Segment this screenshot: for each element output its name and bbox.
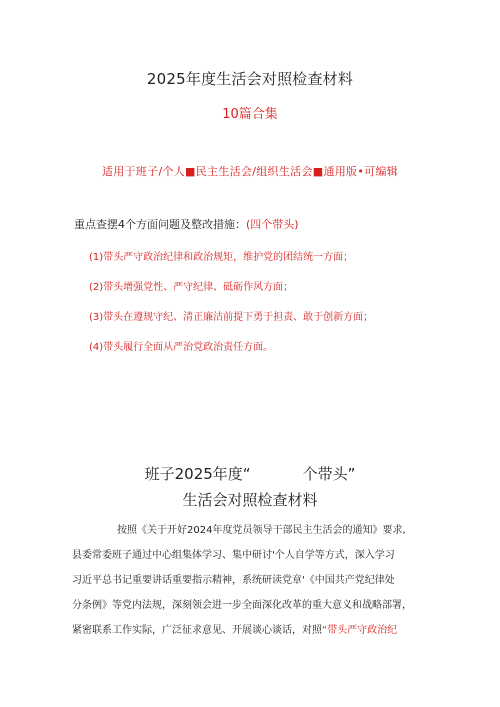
applicable-note: 适用于班子/个人■民主生活会/组织生活会■通用版•可编辑	[101, 165, 399, 178]
section-title	[0, 463, 500, 484]
key-points-prefix: 重点查摆4个方面问题及整改措施：	[74, 218, 246, 231]
key-point-item: (4)带头履行全面从严治党政治责任方面。	[89, 342, 274, 353]
paragraph-line: 分条例》等党内法规，深刻领会进一步全面深化改革的重大意义和战略部署，	[72, 600, 412, 611]
collection-label: 10篇合集	[222, 107, 278, 122]
paragraph-red-fragment: “带头严守政治纪	[322, 625, 398, 636]
paragraph-line: 按照《关于开好2024年度党员领导干部民主生活会的通知》要求,	[117, 525, 406, 536]
key-point-item: (2)带头增强党性、严守纪律、砥砺作风方面；	[89, 282, 294, 293]
key-points-heading	[74, 216, 299, 232]
key-point-item: (3)带头在遵规守纪、清正廉洁前提下勇于担责、敢于创新方面；	[89, 312, 374, 323]
paragraph-line: 习近平总书记重要讲话重要指示精神，系统研读党章'《中国共产党纪律处	[72, 575, 395, 586]
key-point-item: (1)带头严守政治纪律和政治规矩，维护党的团结统一方面；	[89, 252, 354, 263]
paragraph-line: 紧密联系工作实际，广泛征求意见、开展谈心谈话，对照“带头严守政治纪	[72, 625, 398, 636]
paragraph-line: 县委常委班子通过中心组集体学习、集中研讨'个人自学等方式，深入学习	[72, 550, 395, 561]
section-subtitle: 生活会对照检查材料	[182, 491, 318, 509]
key-points-suffix: (四个带头)	[246, 218, 299, 231]
document-title: 2025年度生活会对照检查材料	[146, 70, 354, 88]
section-title-right: 个带头”	[302, 465, 356, 483]
section-title-left: 班子2025年度“	[144, 465, 251, 483]
